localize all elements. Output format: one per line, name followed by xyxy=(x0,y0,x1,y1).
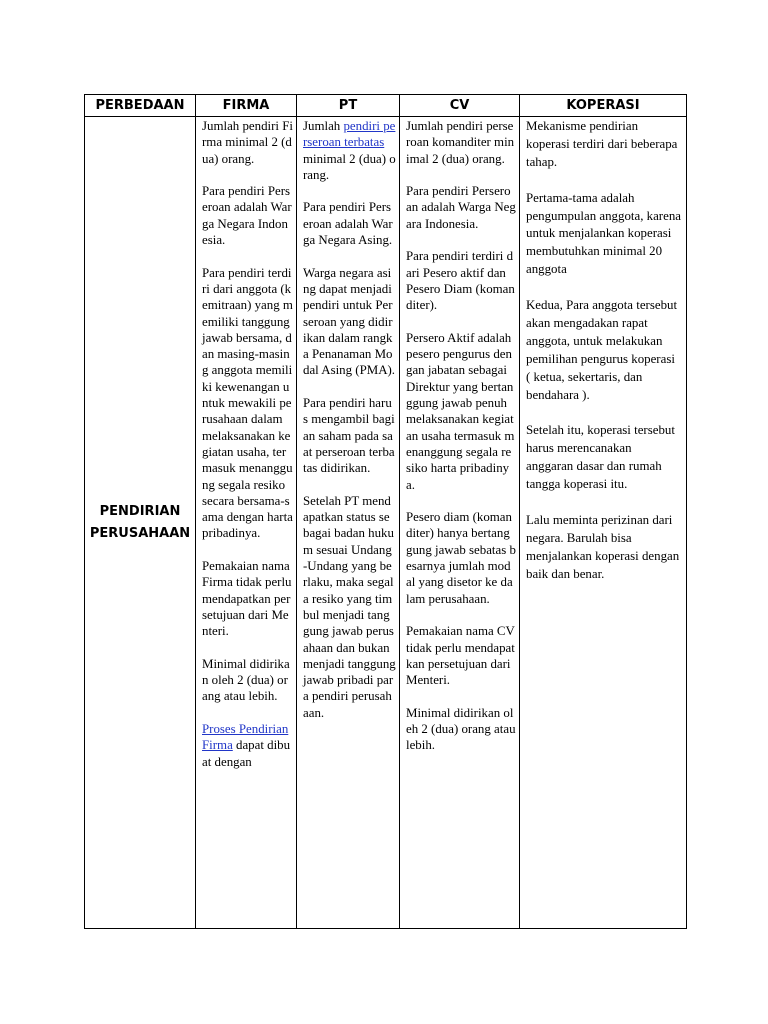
cell-cv xyxy=(400,117,520,929)
firma-paragraph-4: Pemakaian nama Firma tidak perlu mendapatkan persetujuan dari Menteri. xyxy=(202,559,292,639)
cv-paragraph-7: Minimal didirikan oleh 2 (dua) orang atau lebih. xyxy=(406,705,516,753)
cell-koperasi xyxy=(520,117,687,929)
cv-paragraph-5: Pesero diam (komanditer) hanya bertanggung jawab sebatas besarnya jumlah modal yang disetor ke dalam perusahaan. xyxy=(406,510,516,606)
header-perbedaan: PERBEDAAN xyxy=(85,95,196,117)
firma-paragraph-5: Minimal didirikan oleh 2 (dua) orang atau lebih. xyxy=(202,656,290,704)
pt-paragraph-4: Para pendiri harus mengambil bagian saham pada saat perseroan terbatas didirikan. xyxy=(303,396,395,476)
pt-paragraph-5: Setelah PT mendapatkan status sebagai badan hukum sesuai Undang-Undang yang berlaku, maka segala resiko yang timbul menjadi tanggung jawab perusahaan dan bukan menjadi tanggung jawab pribadi para pendiri perusahaan. xyxy=(303,493,396,720)
header-koperasi: KOPERASI xyxy=(520,95,687,117)
koperasi-paragraph-4: Setelah itu, koperasi tersebut harus merencanakan anggaran dasar dan rumah tangga koperasi itu. xyxy=(526,423,675,492)
cv-paragraph-2: Para pendiri Perseroan adalah Warga Negara Indonesia. xyxy=(406,184,516,231)
cv-paragraph-1: Jumlah pendiri perseroan komanditer minimal 2 (dua) orang. xyxy=(406,119,515,166)
comparison-table xyxy=(84,94,687,929)
firma-paragraph-6-rest: dapat dibuat dengan xyxy=(202,738,291,769)
cv-paragraph-3: Para pendiri terdiri dari Pesero aktif dan Pesero Diam (komanditer). xyxy=(406,249,515,313)
firma-paragraph-1: Jumlah pendiri Firma minimal 2 (dua) orang. xyxy=(202,119,293,166)
koperasi-paragraph-1: Mekanisme pendirian koperasi terdiri dari beberapa tahap. xyxy=(526,119,678,169)
header-cv: CV xyxy=(400,95,520,117)
koperasi-paragraph-2: Pertama-tama adalah pengumpulan anggota, karena untuk menjalankan koperasi membutuhkan minimal 20 anggota xyxy=(526,190,681,277)
pt-paragraph-3: Warga negara asing dapat menjadi pendiri untuk Perseroan yang didirikan dalam rangka Penanaman Modal Asing (PMA). xyxy=(303,265,396,378)
koperasi-paragraph-5: Lalu meminta perizinan dari negara. Barulah bisa menjalankan koperasi dengan baik dan benar. xyxy=(526,512,680,581)
pt-paragraph-1 xyxy=(303,118,396,183)
koperasi-paragraph-3: Kedua, Para anggota tersebut akan mengadakan rapat anggota, untuk melakukan pemilihan pengurus koperasi ( ketua, sekertaris, dan bendahara ). xyxy=(526,298,678,402)
row-pendirian xyxy=(85,117,687,929)
pt-paragraph-2: Para pendiri Perseroan adalah Warga Negara Asing. xyxy=(303,200,393,248)
cv-paragraph-6: Pemakaian nama CV tidak perlu mendapatkan persetujuan dari Menteri. xyxy=(406,624,515,688)
pt-paragraph-1-rest: minimal 2 (dua) orang. xyxy=(303,151,396,182)
cell-pt xyxy=(297,117,400,929)
pt-paragraph-1-pre: Jumlah xyxy=(303,119,344,133)
cell-firma xyxy=(196,117,297,929)
cv-paragraph-4: Persero Aktif adalah pesero pengurus dengan jabatan sebagai Direktur yang bertanggung jawab penuh melaksanakan kegiatan usaha termasuk menanggung segala resiko harta pribadinya. xyxy=(406,330,515,492)
pendiri-perseroan-terbatas-link[interactable]: pendiri perseroan terbatas xyxy=(303,119,396,150)
firma-paragraph-3: Para pendiri terdiri dari anggota (kemitraan) yang memiliki tanggung jawab bersama, dan masing-masing anggota memiliki kewenangan untuk mewakili perusahaan dalam melaksanakan kegiatan usaha, termasuk menanggung segala resiko secara bersama-sama dengan harta pribadinya. xyxy=(202,265,293,541)
firma-paragraph-6 xyxy=(202,721,293,770)
proses-pendirian-firma-link[interactable]: Proses Pendirian Firma xyxy=(202,721,289,753)
header-pt: PT xyxy=(297,95,400,117)
header-row xyxy=(85,95,687,117)
header-firma: FIRMA xyxy=(196,95,297,117)
row-label-pendirian: PENDIRIAN PERUSAHAAN xyxy=(85,117,196,929)
firma-paragraph-2: Para pendiri Perseroan adalah Warga Negara Indonesia. xyxy=(202,184,292,248)
